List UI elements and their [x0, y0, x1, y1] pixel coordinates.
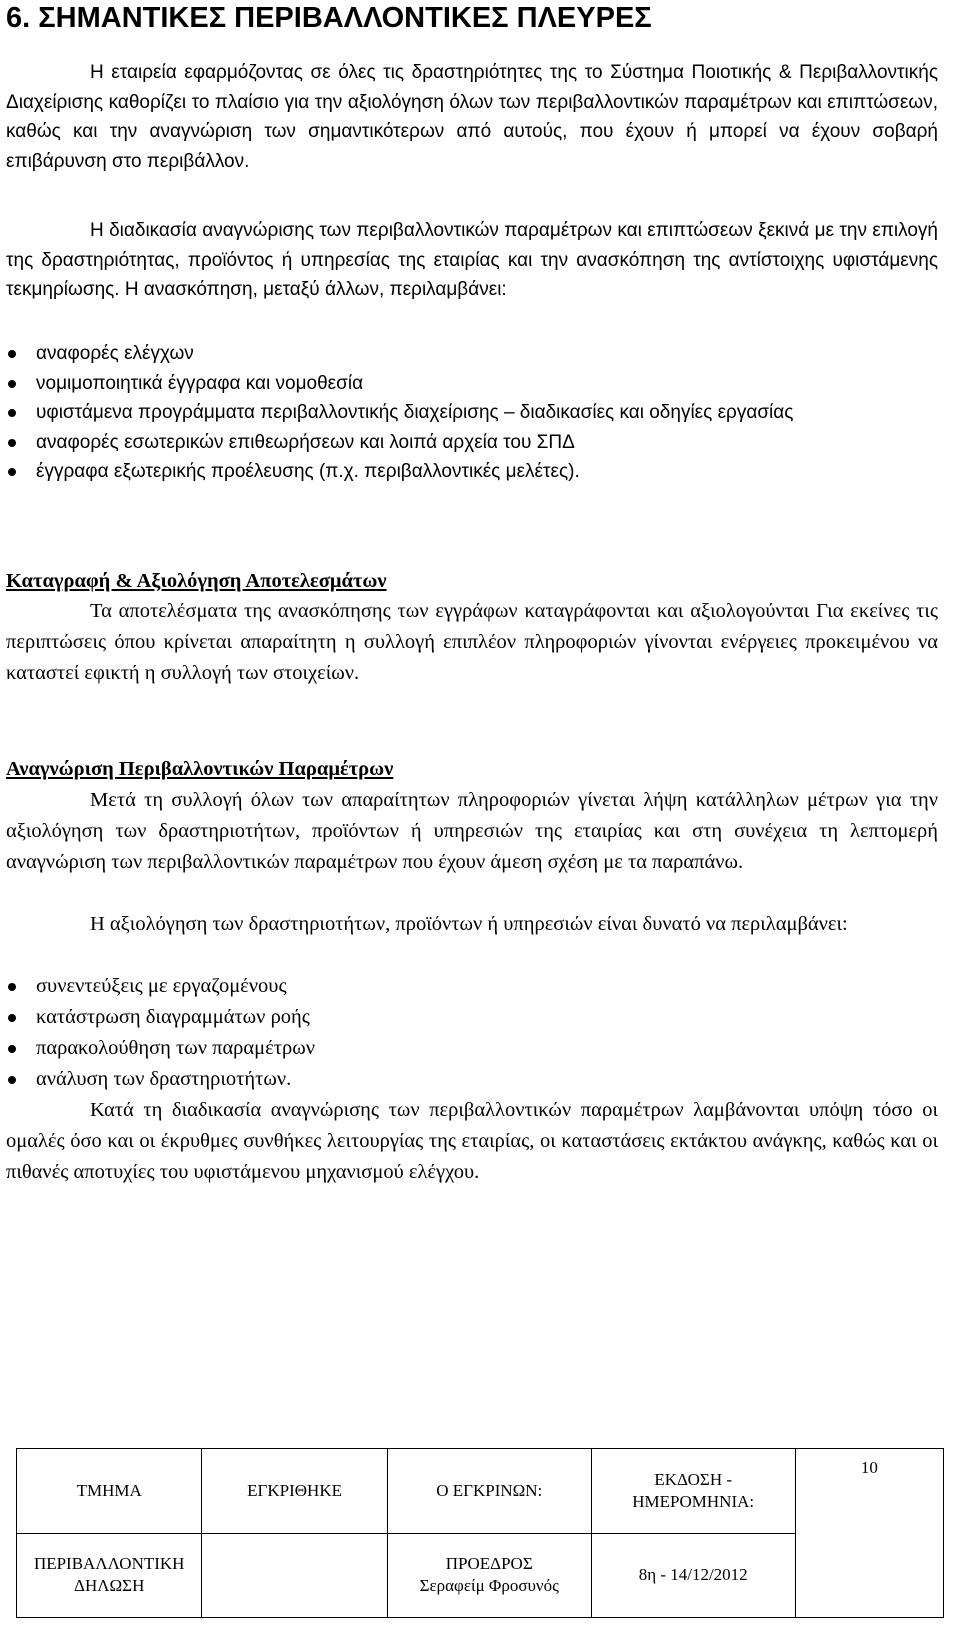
approver-value: ΠΡΟΕΔΡΟΣ Σεραφείμ Φροσυνός: [387, 1533, 591, 1618]
bullet-icon: [8, 1045, 16, 1053]
list-item: αναφορές ελέγχων: [6, 339, 938, 369]
approved-label: ΕΓΚΡΙΘΗΚΕ: [202, 1449, 387, 1534]
document-footer-table: [16, 1448, 944, 1618]
bullet-icon: [8, 1014, 16, 1022]
bullet-icon: [8, 1076, 16, 1084]
edition-value: 8η - 14/12/2012: [591, 1533, 795, 1618]
review-items-list: [6, 339, 938, 487]
dept-label: ΤΜΗΜΑ: [17, 1449, 202, 1534]
bullet-icon: [8, 380, 16, 388]
list-item: νομιμοποιητικά έγγραφα και νομοθεσία: [6, 369, 938, 399]
approved-value: [202, 1533, 387, 1618]
identification-paragraph: Μετά τη συλλογή όλων των απαραίτητων πληροφοριών γίνεται λήψη κατάλληλων μέτρων για την αξιολόγηση των δραστηριοτήτων, προϊόντων ή υπηρεσιών της εταιρίας και στη συνέχεια τη λεπτομερή αναγνώριση των περιβαλλοντικών παραμέτρων που έχουν άμεση σχέση με τα παραπάνω.: [6, 789, 938, 873]
evaluation-items-list: [6, 971, 938, 1095]
page-heading: 6. ΣΗΜΑΝΤΙΚΕΣ ΠΕΡΙΒΑΛΛΟΝΤΙΚΕΣ ΠΛΕΥΡΕΣ: [6, 2, 652, 34]
intro-paragraph: Η εταιρεία εφαρμόζοντας σε όλες τις δραστηριότητες της το Σύστημα Ποιοτικής & Περιβαλλοντικής Διαχείρισης καθορίζει το πλαίσιο για την αξιολόγηση όλων των περιβαλλοντικών παραμέτρων και επιπτώσεων, καθώς και την αναγνώριση των σημαντικότερων από αυτούς, που έχουν ή μπορεί να έχουν σοβαρή επιβάρυνση στο περιβάλλον.: [6, 62, 938, 172]
results-paragraph: Τα αποτελέσματα της ανασκόπησης των εγγράφων καταγράφονται και αξιολογούνται Για εκείνες τις περιπτώσεις όπου κρίνεται απαραίτητη η συλλογή επιπλέον πληροφοριών γίνονται ενέργειες προκειμένου να καταστεί εφικτή η συλλογή των στοιχείων.: [6, 600, 938, 684]
edition-label: ΕΚΔΟΣΗ - ΗΜΕΡΟΜΗΝΙΑ:: [591, 1449, 795, 1534]
bullet-icon: [8, 350, 16, 358]
list-item: έγγραφα εξωτερικής προέλευσης (π.χ. περιβαλλοντικές μελέτες).: [6, 457, 938, 487]
list-item: υφιστάμενα προγράμματα περιβαλλοντικής διαχείρισης – διαδικασίες και οδηγίες εργασίας: [6, 398, 938, 428]
list-item: αναφορές εσωτερικών επιθεωρήσεων και λοιπά αρχεία του ΣΠΔ: [6, 428, 938, 458]
list-item: κατάστρωση διαγραμμάτων ροής: [6, 1002, 938, 1033]
list-item: ανάλυση των δραστηριοτήτων.: [6, 1064, 938, 1095]
list-item: συνεντεύξεις με εργαζομένους: [6, 971, 938, 1002]
dept-value: ΠΕΡΙΒΑΛΛΟΝΤΙΚΗ ΔΗΛΩΣΗ: [17, 1533, 202, 1618]
bullet-icon: [8, 468, 16, 476]
evaluation-paragraph: Η αξιολόγηση των δραστηριοτήτων, προϊόντων ή υπηρεσιών είναι δυνατό να περιλαμβάνει:: [90, 913, 848, 935]
section-title-results: Καταγραφή & Αξιολόγηση Αποτελεσμάτων: [6, 570, 387, 592]
bullet-icon: [8, 439, 16, 447]
page-number: 10: [795, 1449, 943, 1618]
section-title-identification: Αναγνώριση Περιβαλλοντικών Παραμέτρων: [6, 758, 394, 780]
process-paragraph: Η διαδικασία αναγνώρισης των περιβαλλοντικών παραμέτρων και επιπτώσεων ξεκινά με την επιλογή της δραστηριότητας, προϊόντος ή υπηρεσίας της εταιρίας και την ανασκόπηση της αντίστοιχης υφιστάμενης τεκμηρίωσης. Η ανασκόπηση, μεταξύ άλλων, περιλαμβάνει:: [6, 220, 938, 300]
bullet-icon: [8, 409, 16, 417]
bullet-icon: [8, 983, 16, 991]
conditions-paragraph: Κατά τη διαδικασία αναγνώρισης των περιβαλλοντικών παραμέτρων λαμβάνονται υπόψη τόσο οι ομαλές όσο και οι έκρυθμες συνθήκες λειτουργίας της εταιρίας, οι καταστάσεις εκτάκτου ανάγκης, καθώς και οι πιθανές αποτυχίες του υφιστάμενου μηχανισμού ελέγχου.: [6, 1099, 938, 1183]
approver-label: Ο ΕΓΚΡΙΝΩΝ:: [387, 1449, 591, 1534]
list-item: παρακολούθηση των παραμέτρων: [6, 1033, 938, 1064]
